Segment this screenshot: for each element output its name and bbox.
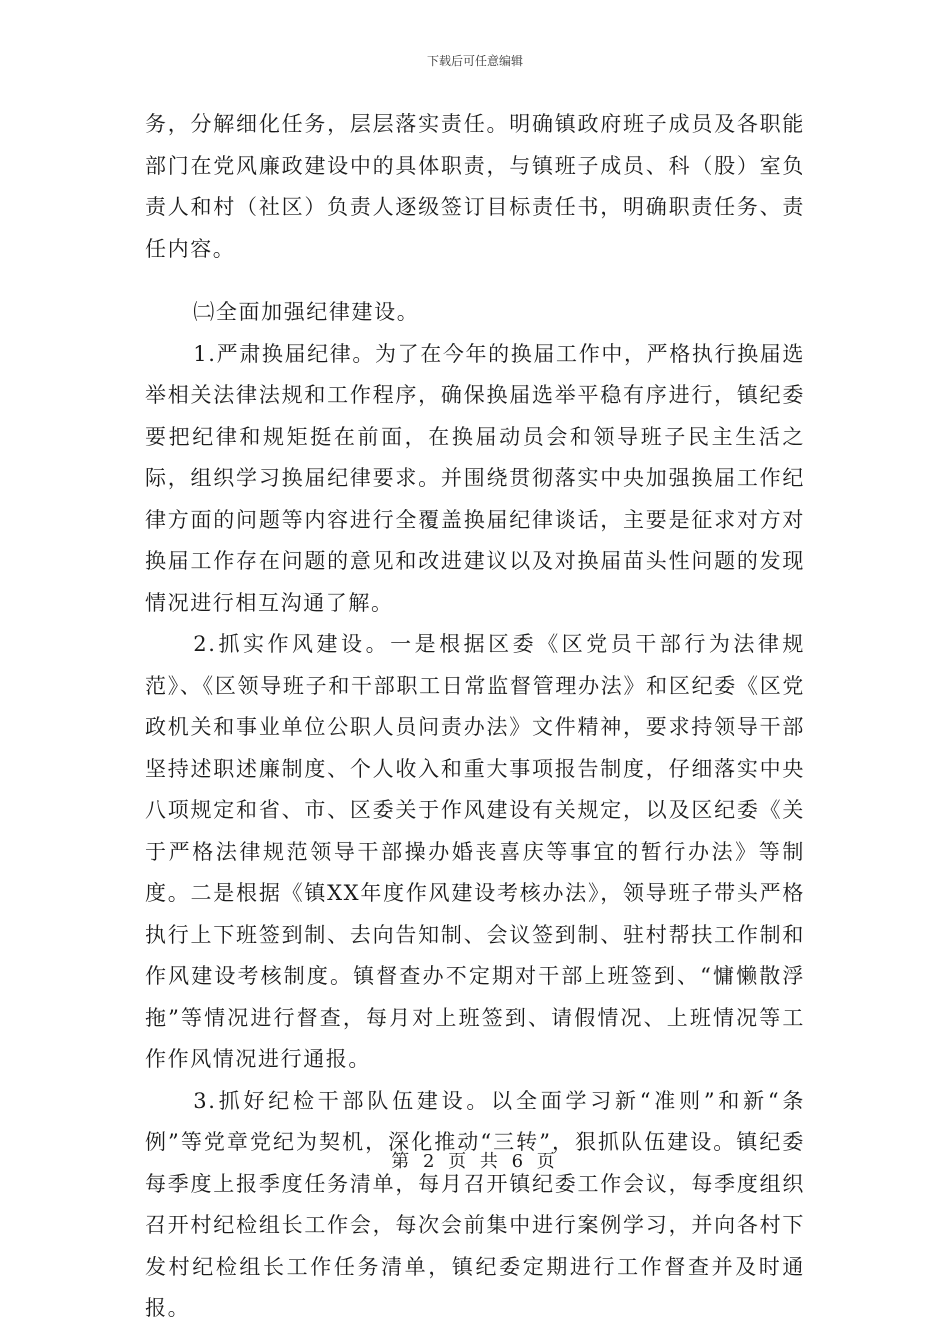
paragraph-item-1: 1.严肃换届纪律。为了在今年的换届工作中，严格执行换届选举相关法律法规和工作程序，确保换届选举平稳有序进行，镇纪委要把纪律和规矩挺在前面，在换届动员会和领导班子民主生活之际，组织学习换届纪律要求。并围绕贯彻落实中央加强换届工作纪律方面的问题等内容进行全覆盖换届纪律谈话，主要是征求对方对换届工作存在问题的意见和改进建议以及对换届苗头性问题的发现情况进行相互沟通了解。	[145, 341, 805, 615]
paragraph-item-3: 3.抓好纪检干部队伍建设。以全面学习新“准则”和新“条例”等党章党纪为契机，深化推动“三转”，狠抓队伍建设。镇纪委每季度上报季度任务清单，每月召开镇纪委工作会议，每季度组织召开村纪检组长工作会，每次会前集中进行案例学习，并向各村下发村纪检组长工作任务清单，镇纪委定期进行工作督查并及时通报。	[145, 1088, 805, 1320]
page-number: 第 2 页 共 6 页	[391, 1151, 559, 1172]
paragraph-continuation: 务，分解细化任务，层层落实责任。明确镇政府班子成员及各职能部门在党风廉政建设中的具体职责，与镇班子成员、科（股）室负责人和村（社区）负责人逐级签订目标责任书，明确职责任务、责任内容。	[145, 112, 805, 261]
document-body	[145, 104, 805, 1330]
section-heading: ㈡全面加强纪律建设。	[193, 300, 420, 324]
page-header: 下载后可任意编辑	[426, 54, 523, 68]
paragraph-item-2: 2.抓实作风建设。一是根据区委《区党员干部行为法律规范》、《区领导班子和干部职工日常监督管理办法》和区纪委《区党政机关和事业单位公职人员问责办法》文件精神，要求持领导干部坚持述职述廉制度、个人收入和重大事项报告制度，仔细落实中央八项规定和省、市、区委关于作风建设有关规定，以及区纪委《关于严格法律规范领导干部操办婚丧喜庆等事宜的暂行办法》等制度。二是根据《镇XX年度作风建设考核办法》，领导班子带头严格执行上下班签到制、去向告知制、会议签到制、驻村帮扶工作制和作风建设考核制度。镇督查办不定期对干部上班签到、“慵懒散浮拖”等情况进行督查，每月对上班签到、请假情况、上班情况等工作作风情况进行通报。	[145, 632, 805, 1071]
